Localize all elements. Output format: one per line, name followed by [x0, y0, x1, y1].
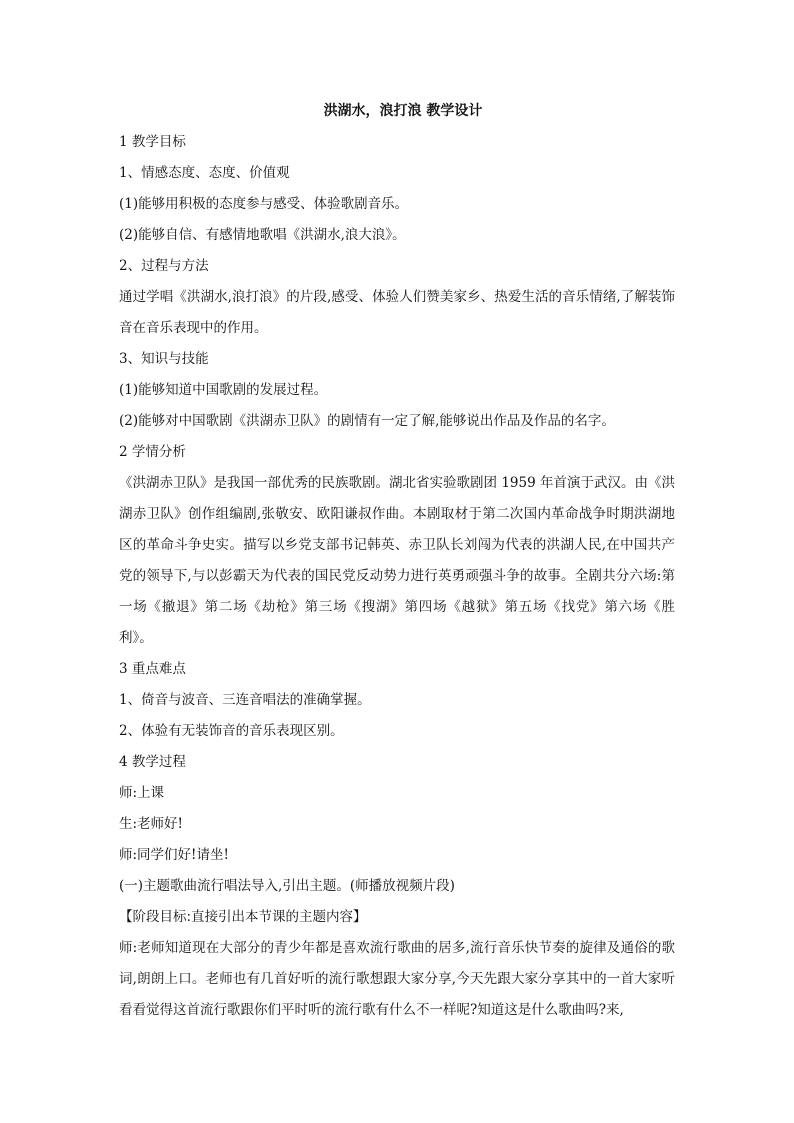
text-line: 2 学情分析 — [119, 444, 186, 460]
document-page — [119, 96, 675, 1026]
document-title: 洪湖水，浪打浪 教学设计 — [323, 103, 483, 119]
text-line: (1)能够用积极的态度参与感受、体验歌剧音乐。 — [119, 196, 409, 212]
document-body — [119, 127, 675, 1026]
text-line: 4 教学过程 — [119, 754, 186, 770]
text-line: 师:同学们好!请坐! — [119, 847, 229, 863]
text-line: (2)能够对中国歌剧《洪湖赤卫队》的剧情有一定了解,能够说出作品及作品的名字。 — [119, 413, 615, 429]
text-line: 3、知识与技能 — [119, 351, 209, 367]
text-line: (1)能够知道中国歌剧的发展过程。 — [119, 382, 328, 398]
text-line: 3 重点难点 — [119, 661, 186, 677]
text-line: 1 教学目标 — [119, 134, 186, 150]
paragraph: 《洪湖赤卫队》是我国一部优秀的民族歌剧。湖北省实验歌剧团 1959 年首演于武汉。由《洪湖赤卫队》创作组编剧,张敬安、欧阳谦叔作曲。本剧取材于第二次国内革命战争时期洪湖地区的革命斗争史实。描写以乡党支部书记韩英、赤卫队长刘闯为代表的洪湖人民,在中国共产党的领导下,与以彭霸天为代表的国民党反动势力进行英勇顽强斗争的故事。全剧共分六场:第一场《撤退》第二场《劫枪》第三场《搜湖》第四场《越狱》第五场《找党》第六场《胜利》。 — [119, 475, 675, 646]
paragraph: 通过学唱《洪湖水,浪打浪》的片段,感受、体验人们赞美家乡、热爱生活的音乐情绪,了解装饰音在音乐表现中的作用。 — [119, 289, 675, 336]
text-line: 1、倚音与波音、三连音唱法的准确掌握。 — [119, 692, 371, 708]
text-line: (一)主题歌曲流行唱法导入,引出主题。(师播放视频片段) — [119, 878, 455, 894]
text-line: 2、体验有无装饰音的音乐表现区别。 — [119, 723, 344, 739]
text-line: 师:上课 — [119, 785, 165, 801]
text-line: 1、情感态度、态度、价值观 — [119, 165, 290, 181]
text-line: 【阶段目标:直接引出本节课的主题内容】 — [119, 909, 367, 925]
text-line: (2)能够自信、有感情地歌唱《洪湖水,浪大浪》。 — [119, 227, 406, 243]
paragraph: 师:老师知道现在大部分的青少年都是喜欢流行歌曲的居多,流行音乐快节奏的旋律及通俗的歌词,朗朗上口。老师也有几首好听的流行歌想跟大家分享,今天先跟大家分享其中的一首大家听看看觉得这首流行歌跟你们平时听的流行歌有什么不一样呢?知道这是什么歌曲吗?来, — [119, 940, 675, 1018]
text-line: 2、过程与方法 — [119, 258, 209, 274]
text-line: 生:老师好! — [119, 816, 183, 832]
